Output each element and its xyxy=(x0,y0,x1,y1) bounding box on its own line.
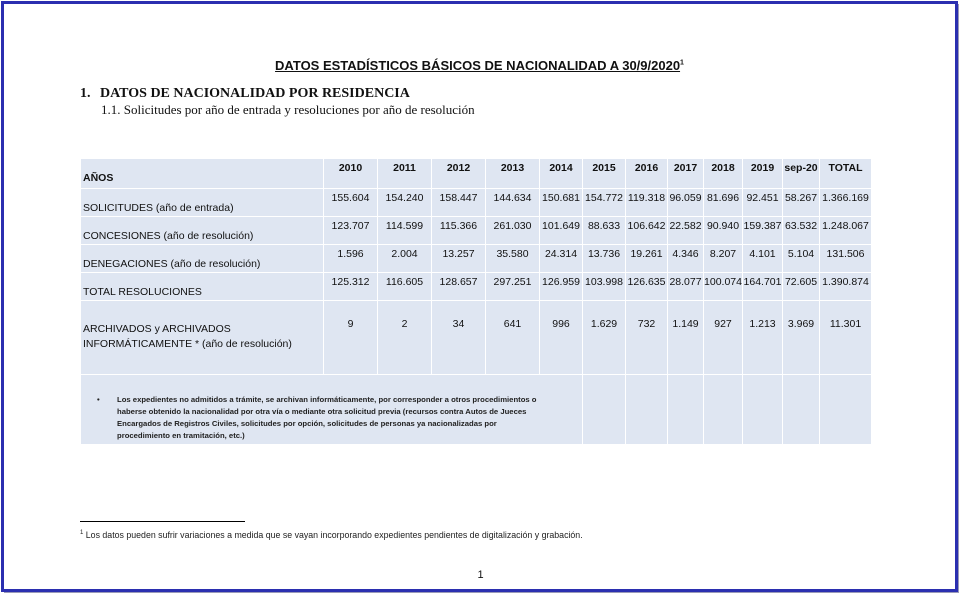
table-cell: 13.736 xyxy=(583,245,626,273)
table-cell: 119.318 xyxy=(626,189,668,217)
table-cell: 115.366 xyxy=(432,217,486,245)
table-cell: 72.605 xyxy=(783,273,820,301)
table-cell xyxy=(820,375,872,445)
table-cell: 34 xyxy=(432,301,486,375)
table-cell: 297.251 xyxy=(486,273,540,301)
table-row xyxy=(81,245,872,273)
table-cell: 5.104 xyxy=(783,245,820,273)
table-cell: 8.207 xyxy=(704,245,743,273)
table-cell: 261.030 xyxy=(486,217,540,245)
table-cell: 9 xyxy=(324,301,378,375)
table-cell: 22.582 xyxy=(668,217,704,245)
column-header: TOTAL xyxy=(820,159,872,189)
table-row xyxy=(81,217,872,245)
statistics-table xyxy=(80,158,872,445)
table-cell: 11.301 xyxy=(820,301,872,375)
table-cell: 150.681 xyxy=(540,189,583,217)
table-cell: 164.701 xyxy=(743,273,783,301)
table-cell: 116.605 xyxy=(378,273,432,301)
row-label: DENEGACIONES (año de resolución) xyxy=(81,245,324,273)
table-cell: 1.248.067 xyxy=(820,217,872,245)
column-header: 2014 xyxy=(540,159,583,189)
table-cell: 1.629 xyxy=(583,301,626,375)
footnote-text: Los datos pueden sufrir variaciones a medida que se vayan incorporando expedientes pendientes de digitalización y grabación. xyxy=(83,530,583,540)
document-title xyxy=(0,58,959,73)
table-cell: 996 xyxy=(540,301,583,375)
table-cell: 1.366.169 xyxy=(820,189,872,217)
table-cell: 58.267 xyxy=(783,189,820,217)
title-text: DATOS ESTADÍSTICOS BÁSICOS DE NACIONALIDAD A 30/9/2020 xyxy=(275,58,681,73)
table-cell xyxy=(783,375,820,445)
subsection-heading: 1.1. Solicitudes por año de entrada y resoluciones por año de resolución xyxy=(101,102,475,117)
table-note xyxy=(97,394,537,442)
footnote xyxy=(80,530,583,540)
table-cell: 155.604 xyxy=(324,189,378,217)
table-row xyxy=(81,189,872,217)
table-cell: 90.940 xyxy=(704,217,743,245)
table-row xyxy=(81,273,872,301)
column-header: 2015 xyxy=(583,159,626,189)
table-cell: 103.998 xyxy=(583,273,626,301)
page-number: 1 xyxy=(477,569,484,581)
table-cell: 159.387 xyxy=(743,217,783,245)
table-cell: 28.077 xyxy=(668,273,704,301)
table-cell xyxy=(626,375,668,445)
column-header: 2013 xyxy=(486,159,540,189)
table-cell xyxy=(704,375,743,445)
table-cell: 35.580 xyxy=(486,245,540,273)
table-cell: 1.149 xyxy=(668,301,704,375)
table-cell: 125.312 xyxy=(324,273,378,301)
section-number: 1. xyxy=(80,86,91,101)
column-header: 2011 xyxy=(378,159,432,189)
row-label: ARCHIVADOS y ARCHIVADOS INFORMÁTICAMENTE * (año de resolución) xyxy=(81,301,324,375)
table-cell: 92.451 xyxy=(743,189,783,217)
table-cell: 123.707 xyxy=(324,217,378,245)
table-cell xyxy=(668,375,704,445)
table-cell: 100.074 xyxy=(704,273,743,301)
table-cell: 144.634 xyxy=(486,189,540,217)
table-row xyxy=(81,301,872,375)
row-label: SOLICITUDES (año de entrada) xyxy=(81,189,324,217)
table-cell: 131.506 xyxy=(820,245,872,273)
table-cell: 154.772 xyxy=(583,189,626,217)
table-cell xyxy=(743,375,783,445)
column-header: 2017 xyxy=(668,159,704,189)
row-label: TOTAL RESOLUCIONES xyxy=(81,273,324,301)
table-cell: 126.635 xyxy=(626,273,668,301)
table-note-row xyxy=(81,375,872,445)
table-cell: 63.532 xyxy=(783,217,820,245)
table-cell: 2.004 xyxy=(378,245,432,273)
table-cell: 101.649 xyxy=(540,217,583,245)
column-header: 2010 xyxy=(324,159,378,189)
table-cell: 4.346 xyxy=(668,245,704,273)
note-cell xyxy=(81,375,583,445)
column-header: 2012 xyxy=(432,159,486,189)
table-cell: 1.596 xyxy=(324,245,378,273)
row-header-cell: AÑOS xyxy=(81,159,324,189)
note-text: Los expedientes no admitidos a trámite, se archivan informáticamente, por corresponder a otros procedimientos o haberse obtenido la nacionalidad por otra vía o mediante otra solicitud previa (recursos contra Autos de Jueces Encargados de Registros Civiles, solicitudes por opción, solicitudes de personas ya nacionalizadas por procedimiento en tramitación, etc.) xyxy=(117,395,537,440)
table-cell: 1.213 xyxy=(743,301,783,375)
table-cell: 13.257 xyxy=(432,245,486,273)
table-cell: 106.642 xyxy=(626,217,668,245)
footnote-mark: 1 xyxy=(80,530,84,537)
table-cell: 81.696 xyxy=(704,189,743,217)
bullet-icon: • xyxy=(97,395,100,404)
table-cell xyxy=(583,375,626,445)
table-cell: 88.633 xyxy=(583,217,626,245)
column-header: 2019 xyxy=(743,159,783,189)
column-header: 2016 xyxy=(626,159,668,189)
table-cell: 641 xyxy=(486,301,540,375)
table-cell: 2 xyxy=(378,301,432,375)
table-cell: 24.314 xyxy=(540,245,583,273)
table-cell: 128.657 xyxy=(432,273,486,301)
section-heading xyxy=(80,86,410,102)
table-cell: 3.969 xyxy=(783,301,820,375)
column-header: 2018 xyxy=(704,159,743,189)
title-footnote-mark: 1 xyxy=(680,59,684,67)
table-cell: 927 xyxy=(704,301,743,375)
table-header-row xyxy=(81,159,872,189)
table-cell: 158.447 xyxy=(432,189,486,217)
table-cell: 154.240 xyxy=(378,189,432,217)
table-cell: 126.959 xyxy=(540,273,583,301)
table-cell: 114.599 xyxy=(378,217,432,245)
table-cell: 1.390.874 xyxy=(820,273,872,301)
table-cell: 19.261 xyxy=(626,245,668,273)
section-heading-text: DATOS DE NACIONALIDAD POR RESIDENCIA xyxy=(100,86,410,101)
table-cell: 96.059 xyxy=(668,189,704,217)
table-cell: 4.101 xyxy=(743,245,783,273)
column-header: sep-20 xyxy=(783,159,820,189)
footnote-divider xyxy=(80,521,245,522)
row-label: CONCESIONES (año de resolución) xyxy=(81,217,324,245)
table-cell: 732 xyxy=(626,301,668,375)
